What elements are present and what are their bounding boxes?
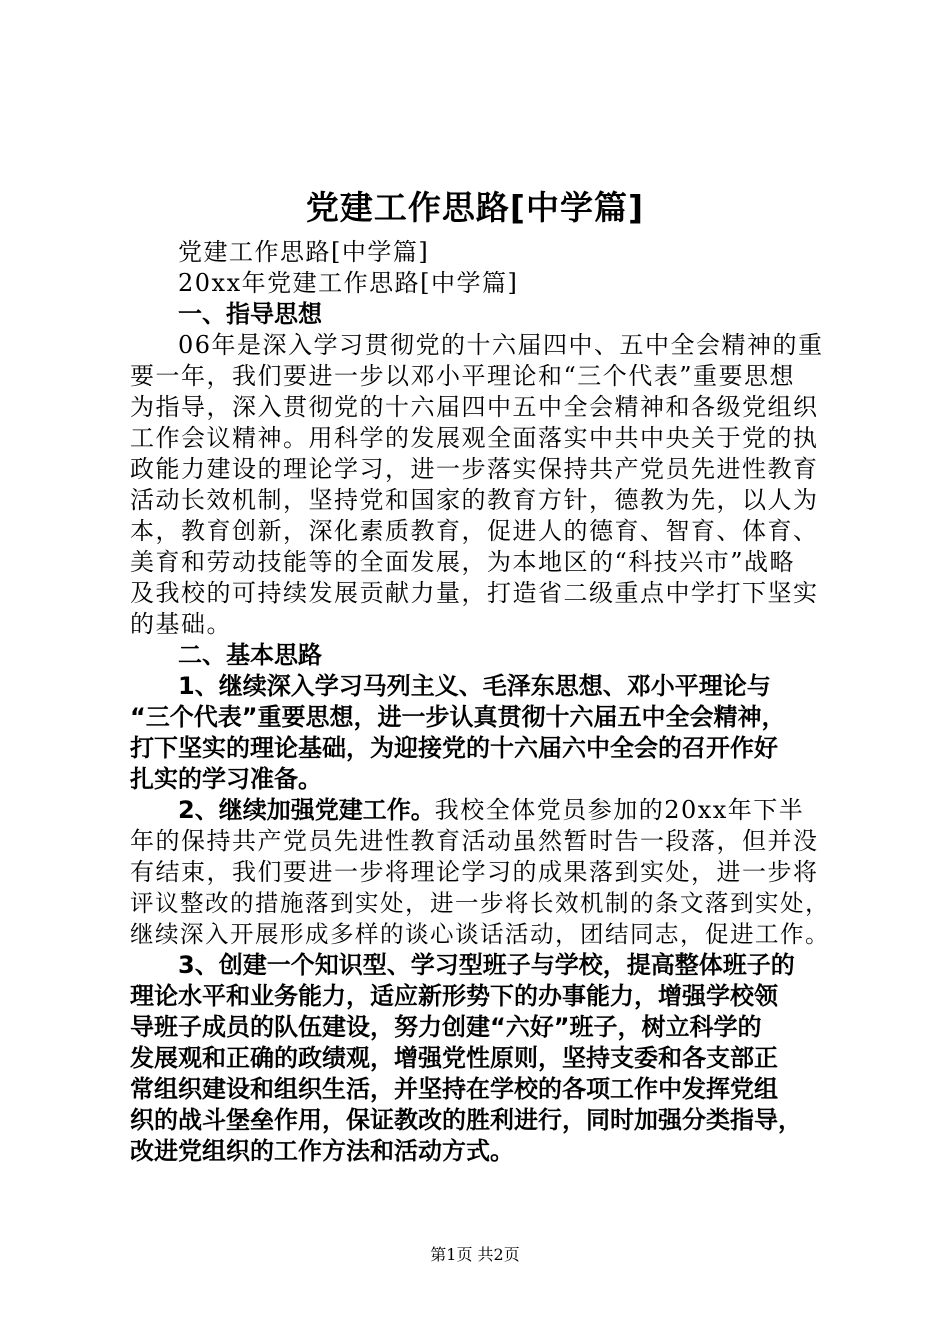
para4-line: 发展观和正确的政绩观，增强党性原则，坚持支委和各支部正 — [130, 1044, 778, 1072]
para1-line: 要一年，我们要进一步以邓小平理论和“三个代表”重要思想 — [130, 362, 796, 390]
para4-line: 织的战斗堡垒作用，保证教改的胜利进行，同时加强分类指导， — [130, 1106, 802, 1134]
para3-first-line — [178, 795, 838, 825]
para3-line: 继续深入开展形成多样的谈心谈话活动，团结同志，促进工作。 — [130, 920, 830, 948]
document-title: 党建工作思路[中学篇] — [305, 188, 645, 227]
para1-line: 美育和劳动技能等的全面发展，为本地区的“科技兴市”战略 — [130, 548, 796, 576]
para1-line: 工作会议精神。用科学的发展观全面落实中共中央关于党的执 — [130, 424, 819, 452]
para4-line: 常组织建设和组织生活，并坚持在学校的各项工作中发挥党组 — [130, 1075, 778, 1103]
heading-guiding-thought: 一、指导思想 — [178, 300, 322, 328]
para4-line: 理论水平和业务能力，适应新形势下的办事能力，增强学校领 — [130, 982, 778, 1010]
para2-line: “三个代表”重要思想，进一步认真贯彻十六届五中全会精神， — [130, 703, 786, 731]
para1-line: 本，教育创新，深化素质教育，促进人的德育、智育、体育、 — [130, 517, 819, 545]
para1-line: 活动长效机制，坚持党和国家的教育方针，德教为先，以人为 — [130, 486, 819, 514]
para1-line: 为指导，深入贯彻党的十六届四中五中全会精神和各级党组织 — [130, 393, 819, 421]
para3-lead: 2、继续加强党建工作。 — [178, 796, 435, 824]
para1-line: 政能力建设的理论学习，进一步落实保持共产党员先进性教育 — [130, 455, 819, 483]
para3-line: 评议整改的措施落到实处，进一步将长效机制的条文落到实处， — [130, 889, 830, 917]
page-footer: 第1页 共2页 — [430, 1245, 520, 1264]
para3-line: 我校全体党员参加的20xx年下半 — [434, 796, 805, 824]
para4-line: 改进党组织的工作方法和活动方式。 — [130, 1137, 514, 1165]
subtitle-line-1: 党建工作思路[中学篇] — [178, 238, 430, 266]
para2-line: 扎实的学习准备。 — [130, 765, 322, 793]
para4-line: 3、创建一个知识型、学习型班子与学校，提高整体班子的 — [178, 951, 795, 979]
para2-line: 打下坚实的理论基础，为迎接党的十六届六中全会的召开作好 — [130, 734, 778, 762]
para1-line: 的基础。 — [130, 610, 232, 638]
para4-line: 导班子成员的队伍建设，努力创建“六好”班子，树立科学的 — [130, 1013, 762, 1041]
para1-line: 06年是深入学习贯彻党的十六届四中、五中全会精神的重 — [178, 331, 824, 359]
heading-basic-approach: 二、基本思路 — [178, 641, 322, 669]
subtitle-line-2: 20xx年党建工作思路[中学篇] — [178, 269, 519, 297]
para3-line: 年的保持共产党员先进性教育活动虽然暂时告一段落，但并没 — [130, 827, 819, 855]
para2-line: 1、继续深入学习马列主义、毛泽东思想、邓小平理论与 — [178, 672, 771, 700]
para1-line: 及我校的可持续发展贡献力量，打造省二级重点中学打下坚实 — [130, 579, 819, 607]
para3-line: 有结束，我们要进一步将理论学习的成果落到实处，进一步将 — [130, 858, 819, 886]
